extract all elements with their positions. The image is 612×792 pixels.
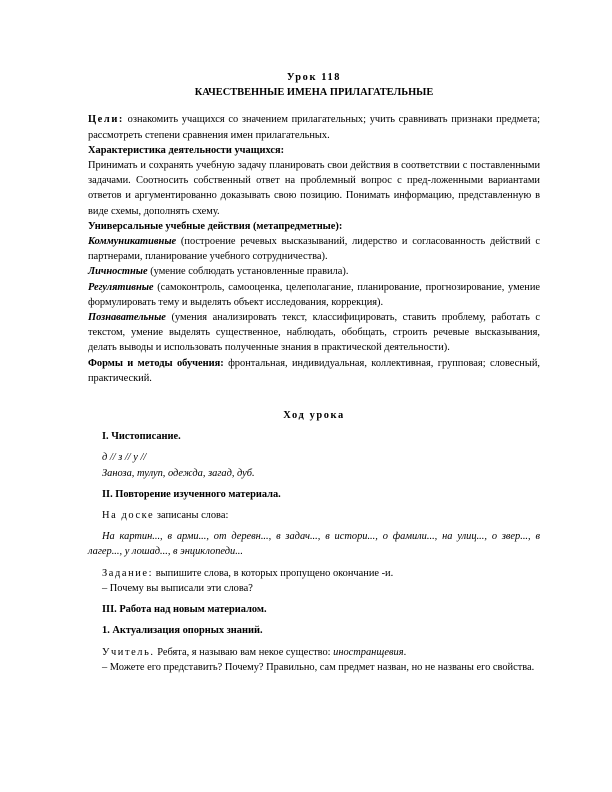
teacher-line [88,645,540,660]
forms-text: фронтальная, индивидуальная, коллективная, групповая; словесный, практический. [88,357,540,384]
section2-board [88,508,540,523]
goals-paragraph [88,112,540,142]
section1-words: Заноза, тулуп, одежда, загад, дуб. [102,467,255,479]
section1-title: I. Чистописание. [102,431,181,443]
section3-subtitle: 1. Актуализация опорных знаний. [102,625,263,637]
regulative-text: (самоконтроль, самооценка, целеполагание, планирование, прогнозирование, умение формулировать тему и выделять объект исследования, коррекция). [88,281,540,308]
section3-title: III. Работа над новым материалом. [102,604,267,616]
section2-title: II. Повторение изученного материала. [102,488,281,500]
course-heading: Ход урока [283,410,345,422]
cognitive-label: Познавательные [88,312,166,324]
lesson-title: КАЧЕСТВЕННЫЕ ИМЕНА ПРИЛАГАТЕЛЬНЫЕ [194,87,434,99]
uud-personal [88,264,540,279]
goals-text: ознакомить учащихся со значением прилагательных; учить сравнивать признаки предмета; рассмотреть степени сравнения имен прилагательных. [88,114,540,141]
teacher-question: – Можете его представить? Почему? Правильно, сам предмет назван, но не названы его свойства. [102,661,535,673]
communicative-label: Коммуникативные [88,236,177,248]
uud-heading: Универсальные учебные действия (метапредметные): [88,220,343,232]
task-label: Задание: [102,567,154,579]
document-page [88,70,540,675]
goals-label: Цели: [88,114,124,126]
task-text: выпишите слова, в которых пропущено окончание -и. [153,567,394,579]
section2-words: На картин..., в арми..., от деревн..., в задач..., в истори..., о фамили..., на улиц..., о звер..., в лагер..., у лошад..., в энциклопеди... [88,531,540,558]
uud-cognitive [88,310,540,356]
cognitive-text: (умения анализировать текст, классифицировать, ставить проблему, работать с текстом, умение выделять существенное, наблюдать, обобщать, строить речевые высказывания, делать выводы и использовать полученные знания в практической деятельности). [88,312,540,354]
activity-text: Принимать и сохранять учебную задачу планировать свои действия в соответствии с поставленными задачами. Соотносить собственный ответ на проблемный вопрос с пред-ложенными вариантами ответов и аргументированно доказывать свою позицию. Понимать информацию, представленную в виде схемы, дополнять схему. [88,160,540,217]
board-text: записаны слова: [154,510,229,522]
section2-question: – Почему вы выписали эти слова? [102,582,253,594]
activity-heading: Характеристика деятельности учащихся: [88,144,285,156]
section1-letters: д // з // у // [102,452,147,464]
teacher-word: иностранщевия [333,646,404,658]
personal-label: Личностные [88,266,148,278]
teacher-dot: . [403,646,407,658]
uud-communicative [88,234,540,264]
lesson-number: Урок 118 [286,72,342,83]
board-label: На доске [102,510,155,522]
uud-regulative [88,280,540,310]
communicative-text: (построение речевых высказываний, лидерство и согласованность действий с партнерами, планирование учебного сотрудничества). [88,236,540,263]
section2-task [88,566,540,581]
personal-text: (умение соблюдать установленные правила). [147,266,349,278]
regulative-label: Регулятивные [88,281,154,293]
teacher-label: Учитель. [102,646,155,658]
forms-label: Формы и методы обучения: [88,357,224,369]
teacher-text: Ребята, я называю вам некое существо: [154,646,334,658]
forms-paragraph [88,356,540,386]
